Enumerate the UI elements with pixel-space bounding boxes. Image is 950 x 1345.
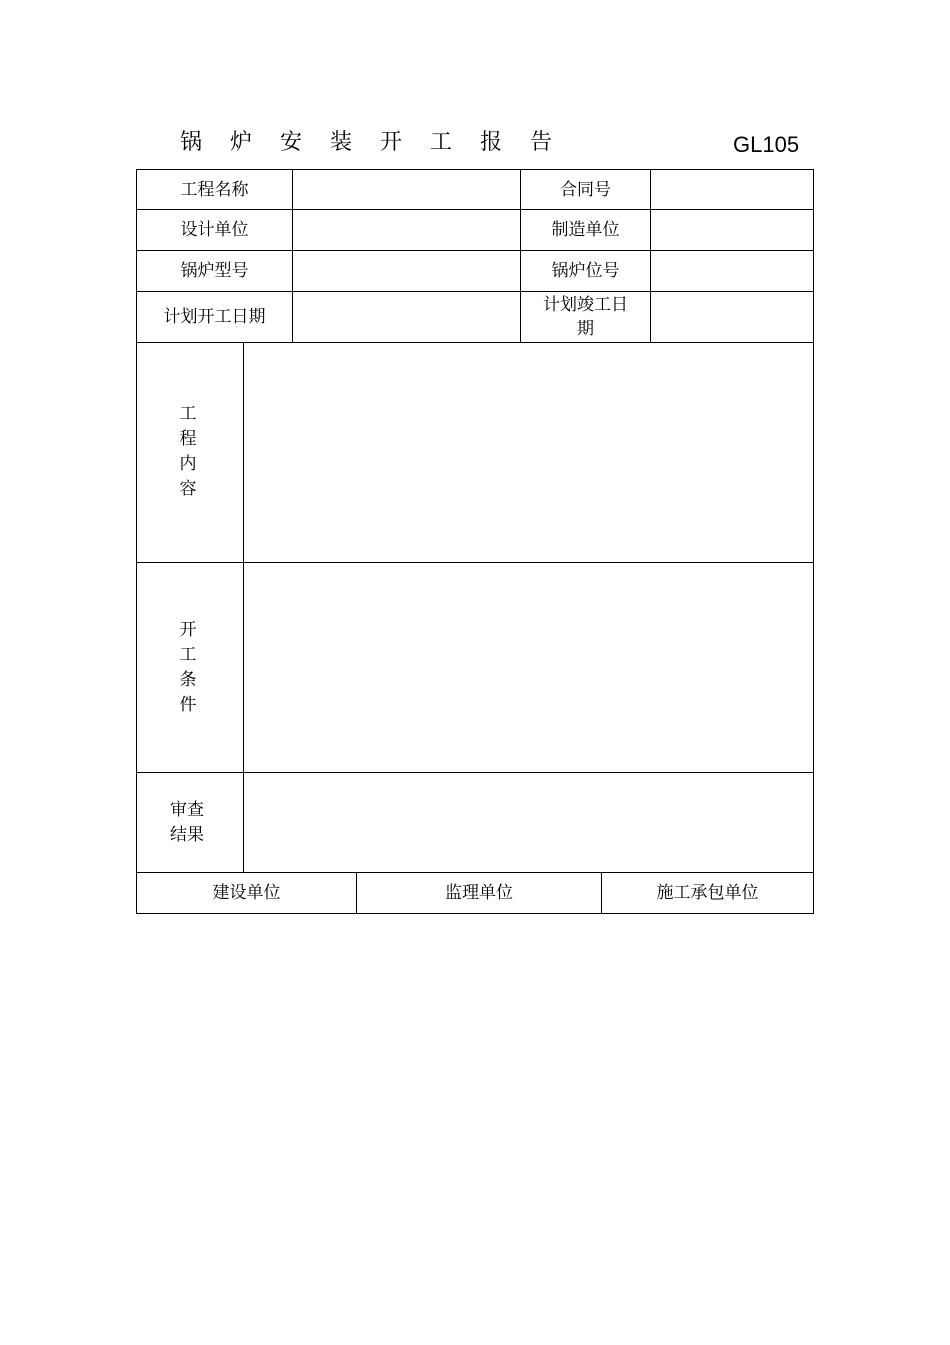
design-unit-field[interactable]: [293, 210, 520, 250]
contract-number-label: 合同号: [560, 179, 611, 200]
boiler-position-label: 锅炉位号: [551, 261, 620, 281]
design-unit-label: 设计单位: [180, 220, 249, 240]
planned-completion-date-label-box: [521, 292, 650, 342]
planned-start-date-label: 计划开工日期: [163, 307, 266, 327]
review-result-label: 审查结果: [170, 800, 204, 845]
project-name-field[interactable]: [293, 170, 520, 209]
project-name-label: 工程名称: [180, 179, 249, 200]
planned-completion-date-field[interactable]: [651, 292, 813, 342]
boiler-model-label: 锅炉型号: [180, 261, 249, 281]
form-code: GL105: [733, 132, 800, 157]
planned-completion-date-label: 计划竣工日期: [543, 295, 628, 339]
review-result-area[interactable]: [244, 773, 813, 872]
start-conditions-label: 开工条件: [179, 620, 197, 715]
construction-unit-label: 建设单位: [212, 883, 281, 903]
planned-start-date-field[interactable]: [293, 292, 520, 342]
project-content-area[interactable]: [244, 343, 813, 562]
report-title: 锅炉安装开工报告: [180, 130, 581, 155]
supervision-unit-label: 监理单位: [445, 883, 513, 903]
boiler-model-field[interactable]: [293, 251, 520, 291]
start-conditions-area[interactable]: [244, 563, 813, 772]
table-line: [136, 913, 814, 914]
boiler-position-field[interactable]: [651, 251, 813, 291]
contract-number-field[interactable]: [651, 170, 813, 209]
table-line: [813, 169, 814, 914]
manufacturer-field[interactable]: [651, 210, 813, 250]
contractor-unit-label: 施工承包单位: [656, 883, 759, 903]
project-content-label: 工程内容: [179, 404, 197, 499]
manufacturer-label: 制造单位: [551, 220, 620, 240]
